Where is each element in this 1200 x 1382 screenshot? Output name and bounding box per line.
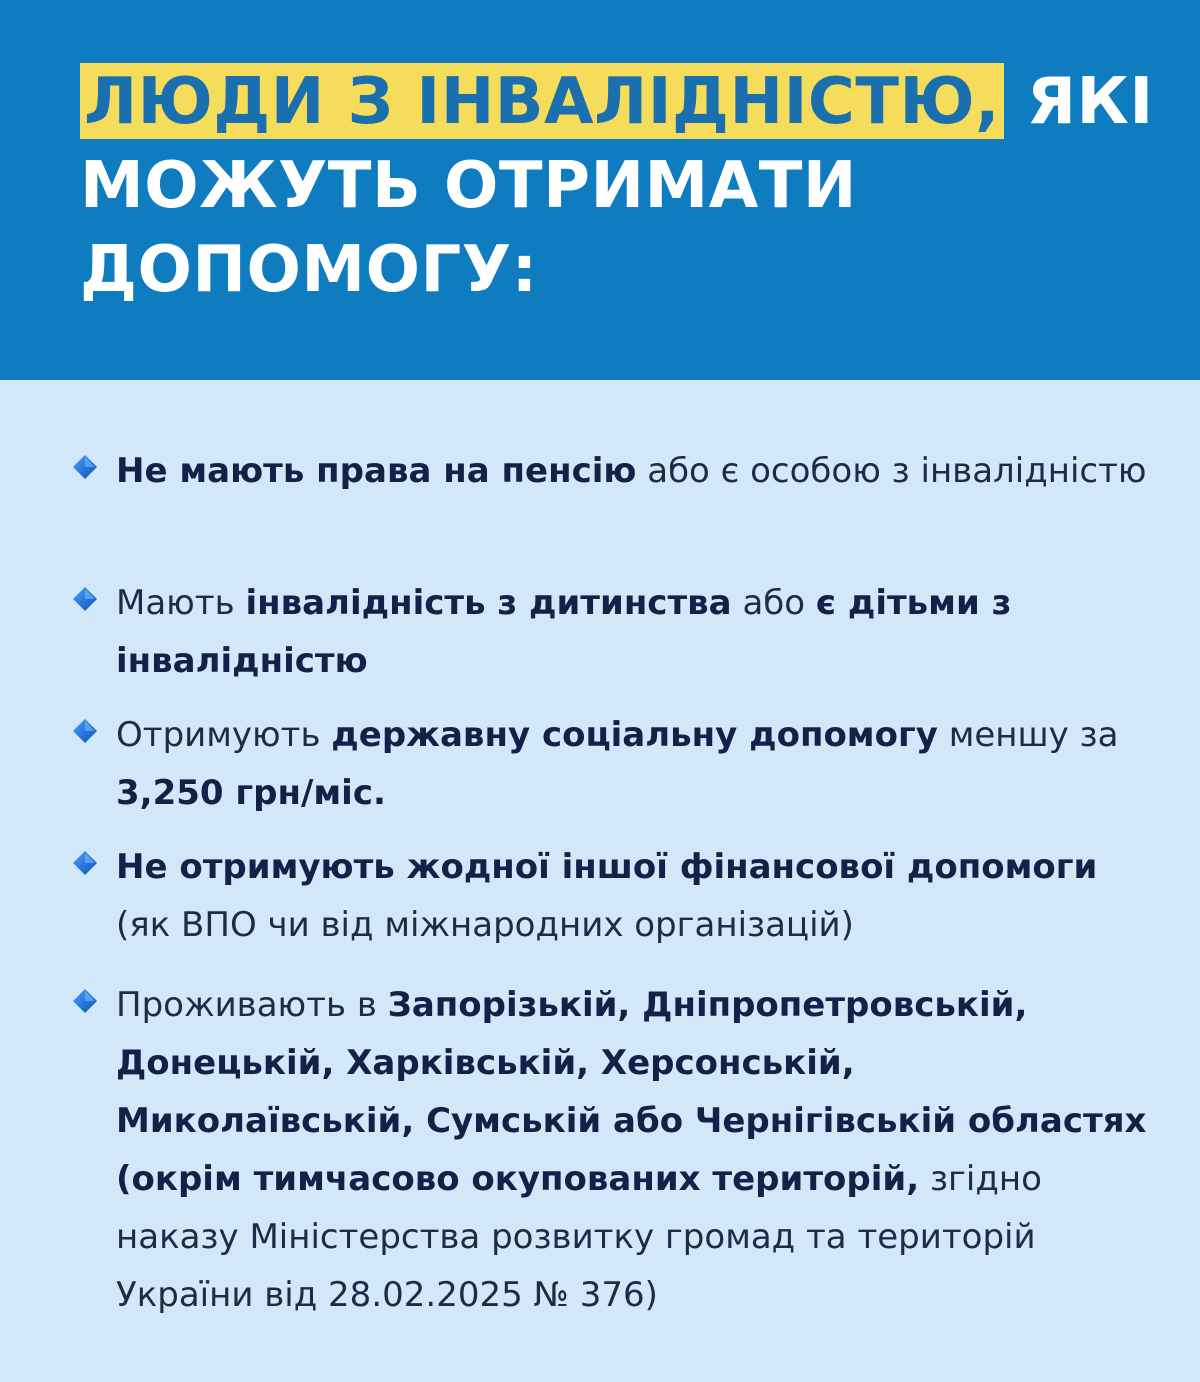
item-normal: Проживають в: [116, 985, 388, 1025]
list-item-text: [116, 442, 1156, 500]
diamond-bullet-icon: [72, 988, 98, 1014]
item-bold: Запорізькій, Дніпропетровській, Донецькій, Харківській, Херсонській, Миколаївській, Сумській або Чернігівській областях (окрім тимчасово окупованих територій,: [116, 985, 1147, 1199]
item-normal: або: [731, 583, 816, 623]
title-line2: МОЖУТЬ ОТРИМАТИ: [80, 149, 857, 223]
item-bold: інвалідність з дитинства: [245, 583, 732, 623]
list-item-text: [116, 706, 1156, 822]
page-title: [80, 60, 1160, 312]
item-bold: 3,250 грн/міс.: [116, 773, 386, 813]
list-item-text: [116, 574, 1156, 690]
item-normal: згідно наказу Міністерства розвитку громад та територій України від 28.02.2025 № 376): [116, 1159, 1042, 1315]
diamond-bullet-icon: [72, 586, 98, 612]
header-banner: [0, 0, 1200, 380]
title-highlight: ЛЮДИ З ІНВАЛІДНІСТЮ,: [80, 63, 1004, 139]
item-normal: меншу за: [937, 715, 1119, 755]
list-item-text: [116, 976, 1156, 1324]
diamond-bullet-icon: [72, 718, 98, 744]
item-bold: є дітьми з інвалідністю: [116, 583, 1012, 681]
item-bold: Не отримують жодної іншої фінансової допомоги: [116, 847, 1098, 887]
eligibility-list: [0, 380, 1200, 1382]
title-line3: ДОПОМОГУ:: [80, 233, 538, 307]
diamond-bullet-icon: [72, 850, 98, 876]
item-normal: Мають: [116, 583, 246, 623]
item-normal: або є особою з інвалідністю: [636, 451, 1147, 491]
item-bold: державну соціальну допомогу: [331, 715, 938, 755]
title-line1-rest: ЯКІ: [1003, 65, 1154, 139]
item-bold: Не мають права на пенсію: [116, 451, 637, 491]
item-normal: (як ВПО чи від міжнародних організацій): [116, 905, 854, 945]
item-normal: Отримують: [116, 715, 332, 755]
diamond-bullet-icon: [72, 454, 98, 480]
list-item-text: [116, 838, 1156, 954]
